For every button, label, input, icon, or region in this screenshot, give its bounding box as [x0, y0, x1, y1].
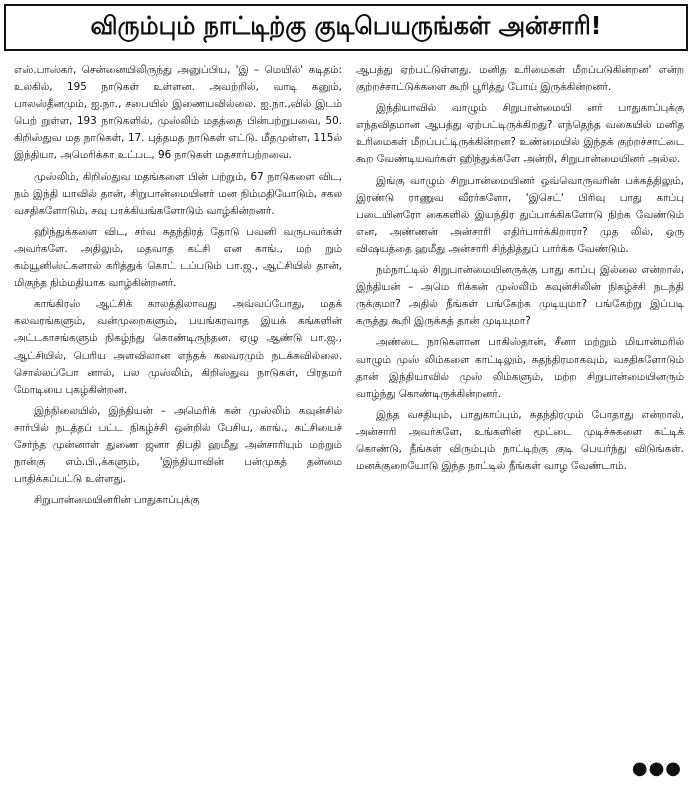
left-column	[14, 62, 342, 782]
paragraph: ஹிந்துக்களை விட, சர்வ சுதந்திரத் தோடு பவனி வருபவர்கள் அவர்களே. அதிலும், மதவாத கட்சி என காங்., மற் றும் கம்யூனிஸ்ட்களால் கரித்துக் கொட் டப்படும் பா.ஜ., ஆட்சியில் தான், மிகுந்த நிம்மதியாக வாழ்கின்றனர்.	[14, 225, 342, 290]
paragraph: இங்கு வாழும் சிறுபான்மையினர் ஒவ்வொருவரின் பக்கத்திலும், இரண்டு ராணுவ வீரர்களோ, 'இசெட்' பிரிவு பாது காப்பு படையினரோ கைகளில் இயந்திர துப்பாக்கிகளோடு நிற்க வேண்டும் என, அண்ணன் அன்சாரி எதிர்பார்க்கிறாரா? முத லில், ஒரு விஷயத்தை ஹமீது அன்சாரி சிந்தித்துப் பார்க்க வேண்டும்.	[356, 174, 684, 255]
end-of-article-mark: ●●●	[631, 758, 682, 779]
headline: விரும்பும் நாட்டிற்கு குடிபெயருங்கள் அன்சாரி!	[90, 11, 602, 40]
paragraph: இந்த வசதியும், பாதுகாப்பும், சுதந்திரமும் போதாது என்றால், அன்சாரி அவர்களே, உங்களின் மூட்டை முடிச்சுகளை கட்டிக் கொண்டு, நீங்கள் விரும்பும் நாட்டிற்கு குடி பெயர்ந்து விடுங்கள். மனக்குறையோடு இந்த நாட்டில் நீங்கள் வாழ வேண்டாம்.	[356, 408, 684, 473]
paragraph: நம்நாட்டில் சிறுபான்மையினருக்கு பாது காப்பு இல்லை என்றால், இந்தியன் – அமெ ரிக்கன் முஸ்லிம் கவுன்சிலின் நிகழ்ச்சி நடந்தி ருக்குமா? அதில் நீங்கள் பங்கேற்க முடியுமா? பங்கேற்று இப்படி கருத்து கூறி இருக்கத் தான் முடியுமா?	[356, 264, 684, 328]
paragraph: இந்தியாவில் வாழும் சிறுபான்மையி னர் பாதுகாப்புக்கு எந்தவிதமான ஆபத்து ஏற்பட்டிருக்கிறது? எந்தெந்த வகையில் மனித உரிமைகள் மீறப்பட்டிருக்கின்றன? உண்மையில் இந்தக் குற்றச்சாட்டை கூற வேண்டியவர்கள் ஹிந்துக்களே அன்றி, சிறுபான்மையினர் அல்ல.	[356, 102, 684, 166]
paragraph: எஸ்.பாஸ்கர், சென்னையிலிருந்து அனுப்பிய, 'இ – மெயில்' கடிதம்: உலகில், 195 நாடுகள் உள்ளன. அவற்றில், வாடி கனும், பாலஸ்தீனமும், ஐ.நா., சபையில் இணையவில்லை. ஐ.நா.,வில் இடம் பெற் றுள்ள, 193 நாடுகளில், முஸ்லிம் மதத்தை பின்பற்றுபவை, 50. கிறிஸ்துவ மத நாடுகள், 17. புத்தமத நாடுகள் எட்டு. மீதமுள்ள, 115ல் இந்தியா, அமெரிக்கா உட்பட, 96 நாடுகள் மதசார்பற்றவை.	[14, 64, 342, 162]
headline-box	[4, 4, 688, 51]
right-column	[356, 62, 684, 782]
paragraph: அண்டை நாடுகளான பாகிஸ்தான், சீனா மற்றும் மியான்மரில் வாழும் முஸ் லிம்களை காட்டிலும், சுதந்திரமாகவும், வசதிகளோடும் தான் இந்தியாவில் முஸ் லிம்களும், மற்ற சிறுபான்மையினரும் வாழ்ந்து கொண்டிருக்கின்றனர்.	[356, 336, 684, 400]
paragraph: சிறுபான்மையினரின் பாதுகாப்புக்கு	[34, 494, 200, 507]
paragraph: காங்கிரஸ் ஆட்சிக் காலத்திலாவது அவ்வப்போது, மதக் கலவரங்களும், வன்முறைகளும், பயங்கரவாத இயக் கங்களின் அட்டகாசங்களும் நிகழ்ந்து கொண்டிருந்தன. ஏழு ஆண்டு பா.ஜ., ஆட்சியில், பெரிய அளவிலான எந்தக் கலவரமும் நடக்கவில்லை. சொல்லப்போ னால், பல முஸ்லிம், கிறிஸ்துவ நாடுகள், பிரதமர் மோடியை புகழ்கின்றன.	[14, 298, 342, 396]
paragraph: ஆபத்து ஏற்பட்டுள்ளது. மனித உரிமைகள் மீறப்படுகின்றன' என்ற குற்றச்சாட்டுக்களை கூறி பூரித்து போய் இருக்கின்றனர்.	[356, 64, 684, 94]
paragraph: இந்நிலையில், இந்தியன் – அமெரிக் கன் முஸ்லிம் கவுன்சில் சார்பில் நடத்தப் பட்ட நிகழ்ச்சி ஒன்றில் பேசிய, காங்., கட்சியைச் சேர்ந்த முன்னாள் துணை ஜனா திபதி ஹமீது அன்சாரியும் மற்றும் நான்கு எம்.பி.,க்களும், 'இந்தியாவின் பன்முகத் தன்மை பாதிக்கப்பட்டு உள்ளது.	[14, 404, 342, 486]
paragraph: முஸ்லிம், கிறிஸ்துவ மதங்களை பின் பற்றும், 67 நாடுகளை விட, நம் இந்தி யாவில் தான், சிறுபான்மையினர் மன நிம்மதியோடும், சகல வசதிகளோடும், சவு பாக்கியங்களோடும் வாழ்கின்றனர்.	[14, 170, 342, 217]
